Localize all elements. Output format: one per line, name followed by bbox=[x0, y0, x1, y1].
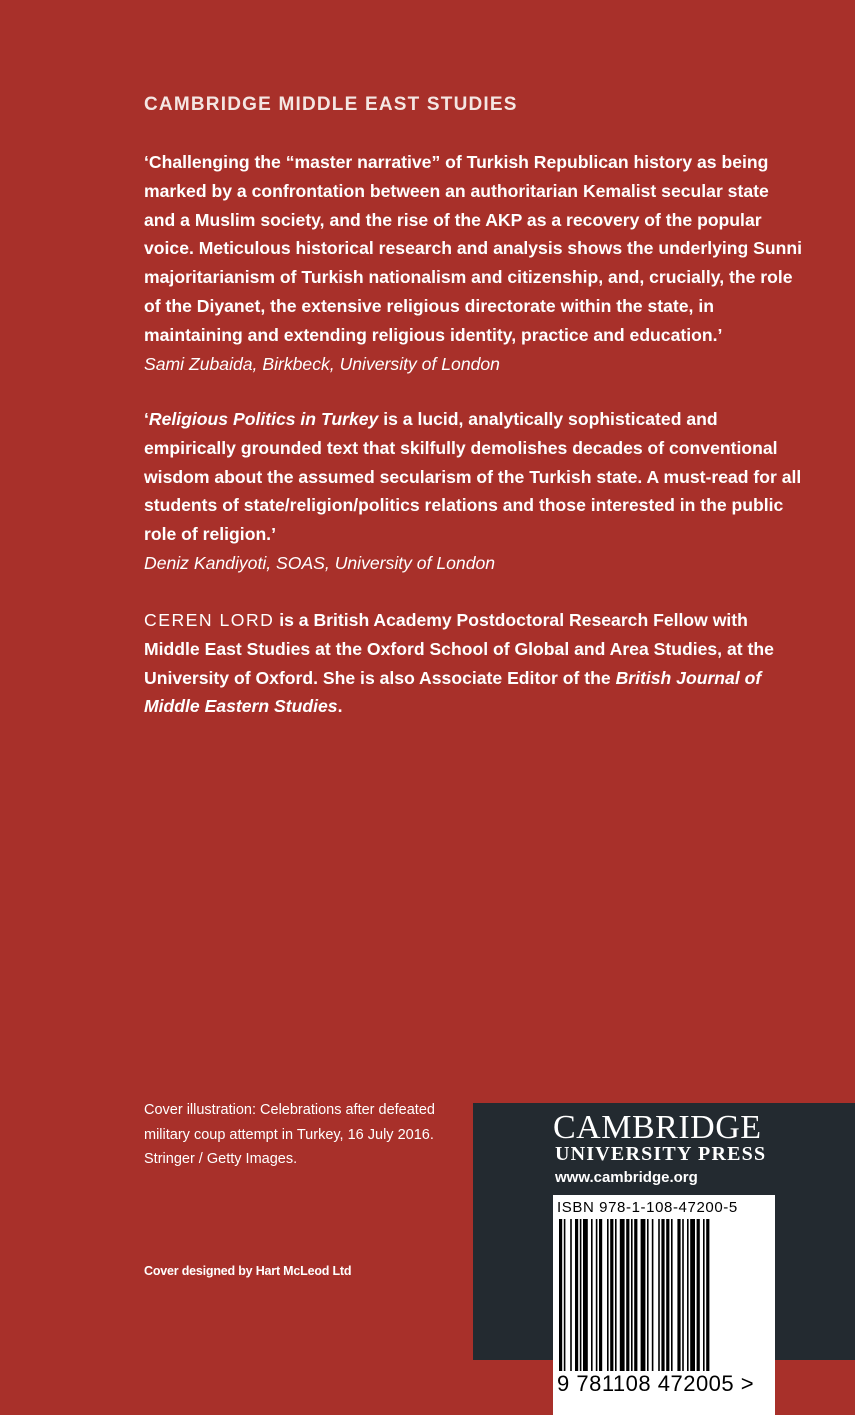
barcode-bar bbox=[697, 1219, 700, 1383]
barcode-bar bbox=[575, 1219, 578, 1383]
quote-1-attribution: Sami Zubaida, Birkbeck, University of London bbox=[144, 353, 500, 374]
designer-credit: Cover designed by Hart McLeod Ltd bbox=[144, 1264, 352, 1278]
barcode-bar bbox=[666, 1219, 669, 1383]
cover-credit-line-2: military coup attempt in Turkey, 16 July 2016. bbox=[144, 1126, 434, 1143]
publisher-name: CAMBRIDGE bbox=[553, 1109, 762, 1146]
author-bio-text: is a British Academy Postdoctoral Research Fellow with Middle East Studies at the Oxford School of Global and Area Studies, at the University of Oxford. She is also Associate Editor of the bbox=[144, 610, 774, 688]
isbn-barcode bbox=[553, 1195, 775, 1415]
barcode-bar bbox=[559, 1219, 562, 1383]
barcode-bar bbox=[564, 1219, 566, 1383]
barcode-bar bbox=[596, 1219, 598, 1383]
quote-1-text: ‘Challenging the “master narrative” of Turkish Republican history as being marked by a confrontation between an authoritarian Kemalist secular state and a Muslim society, and the rise of the AKP as a recovery of the popular voice. Meticulous historical research and analysis shows the underlying Sunni majoritarianism of Turkish nationalism and citizenship, and, crucially, the role of the Diyanet, the extensive religious directorate within the state, in maintaining and extending religious identity, practice and education.’ bbox=[144, 152, 802, 345]
barcode-bar bbox=[682, 1219, 684, 1383]
barcode-bars bbox=[553, 1219, 775, 1383]
barcode-bar bbox=[580, 1219, 582, 1383]
barcode-bar bbox=[607, 1219, 609, 1383]
barcode-bar bbox=[671, 1219, 673, 1383]
barcode-bar bbox=[610, 1219, 613, 1383]
barcode-bar bbox=[620, 1219, 625, 1383]
barcode-bar bbox=[661, 1219, 664, 1383]
barcode-bar bbox=[591, 1219, 593, 1383]
quote-2-text: is a lucid, analytically sophisticated and empirically grounded text that skilfully demolishes decades of conventional wisdom about the assumed secularism of the Turkish state. A must-read for all students of state/religion/politics relations and those interested in the public role of religion.’ bbox=[144, 409, 802, 545]
barcode-bar bbox=[690, 1219, 695, 1383]
barcode-bar bbox=[703, 1219, 705, 1383]
barcode-bar bbox=[631, 1219, 633, 1383]
barcode-bar bbox=[626, 1219, 629, 1383]
cover-credit-line-3: Stringer / Getty Images. bbox=[144, 1151, 298, 1167]
series-title: CAMBRIDGE MIDDLE EAST STUDIES bbox=[144, 94, 518, 115]
barcode-bar bbox=[583, 1219, 588, 1383]
publisher-panel bbox=[473, 1103, 855, 1396]
journal-title: British Journal of Middle Eastern Studies bbox=[144, 667, 762, 717]
barcode-bar bbox=[615, 1219, 617, 1383]
barcode-bar bbox=[687, 1219, 689, 1383]
barcode-bar bbox=[652, 1219, 654, 1383]
quote-2-open-mark: ‘ bbox=[144, 409, 149, 429]
cover-illustration-credit bbox=[144, 1098, 464, 1172]
endorsement-quote-2 bbox=[144, 405, 804, 578]
quote-2-book-title: Religious Politics in Turkey bbox=[148, 409, 379, 429]
publisher-press: UNIVERSITY PRESS bbox=[555, 1143, 767, 1165]
barcode-digits: 9 781108 472005 > bbox=[557, 1371, 755, 1396]
barcode-bar bbox=[634, 1219, 637, 1383]
isbn-label: ISBN 978-1-108-47200-5 bbox=[557, 1199, 738, 1216]
cover-credit-line-1: Cover illustration: Celebrations after defeated bbox=[144, 1102, 435, 1118]
barcode-bar bbox=[599, 1219, 602, 1383]
quote-2-attribution: Deniz Kandiyoti, SOAS, University of London bbox=[144, 552, 496, 573]
endorsement-quote-1 bbox=[144, 148, 804, 378]
barcode-bar bbox=[658, 1219, 660, 1383]
barcode-bar bbox=[570, 1219, 572, 1383]
barcode-bar bbox=[641, 1219, 646, 1383]
author-bio bbox=[144, 606, 804, 721]
barcode-bar bbox=[647, 1219, 649, 1383]
barcode-bar bbox=[706, 1219, 709, 1383]
author-bio-end: . bbox=[337, 696, 343, 717]
barcode-bar bbox=[677, 1219, 680, 1383]
author-name: CEREN LORD bbox=[144, 610, 275, 630]
publisher-url: www.cambridge.org bbox=[555, 1169, 698, 1186]
